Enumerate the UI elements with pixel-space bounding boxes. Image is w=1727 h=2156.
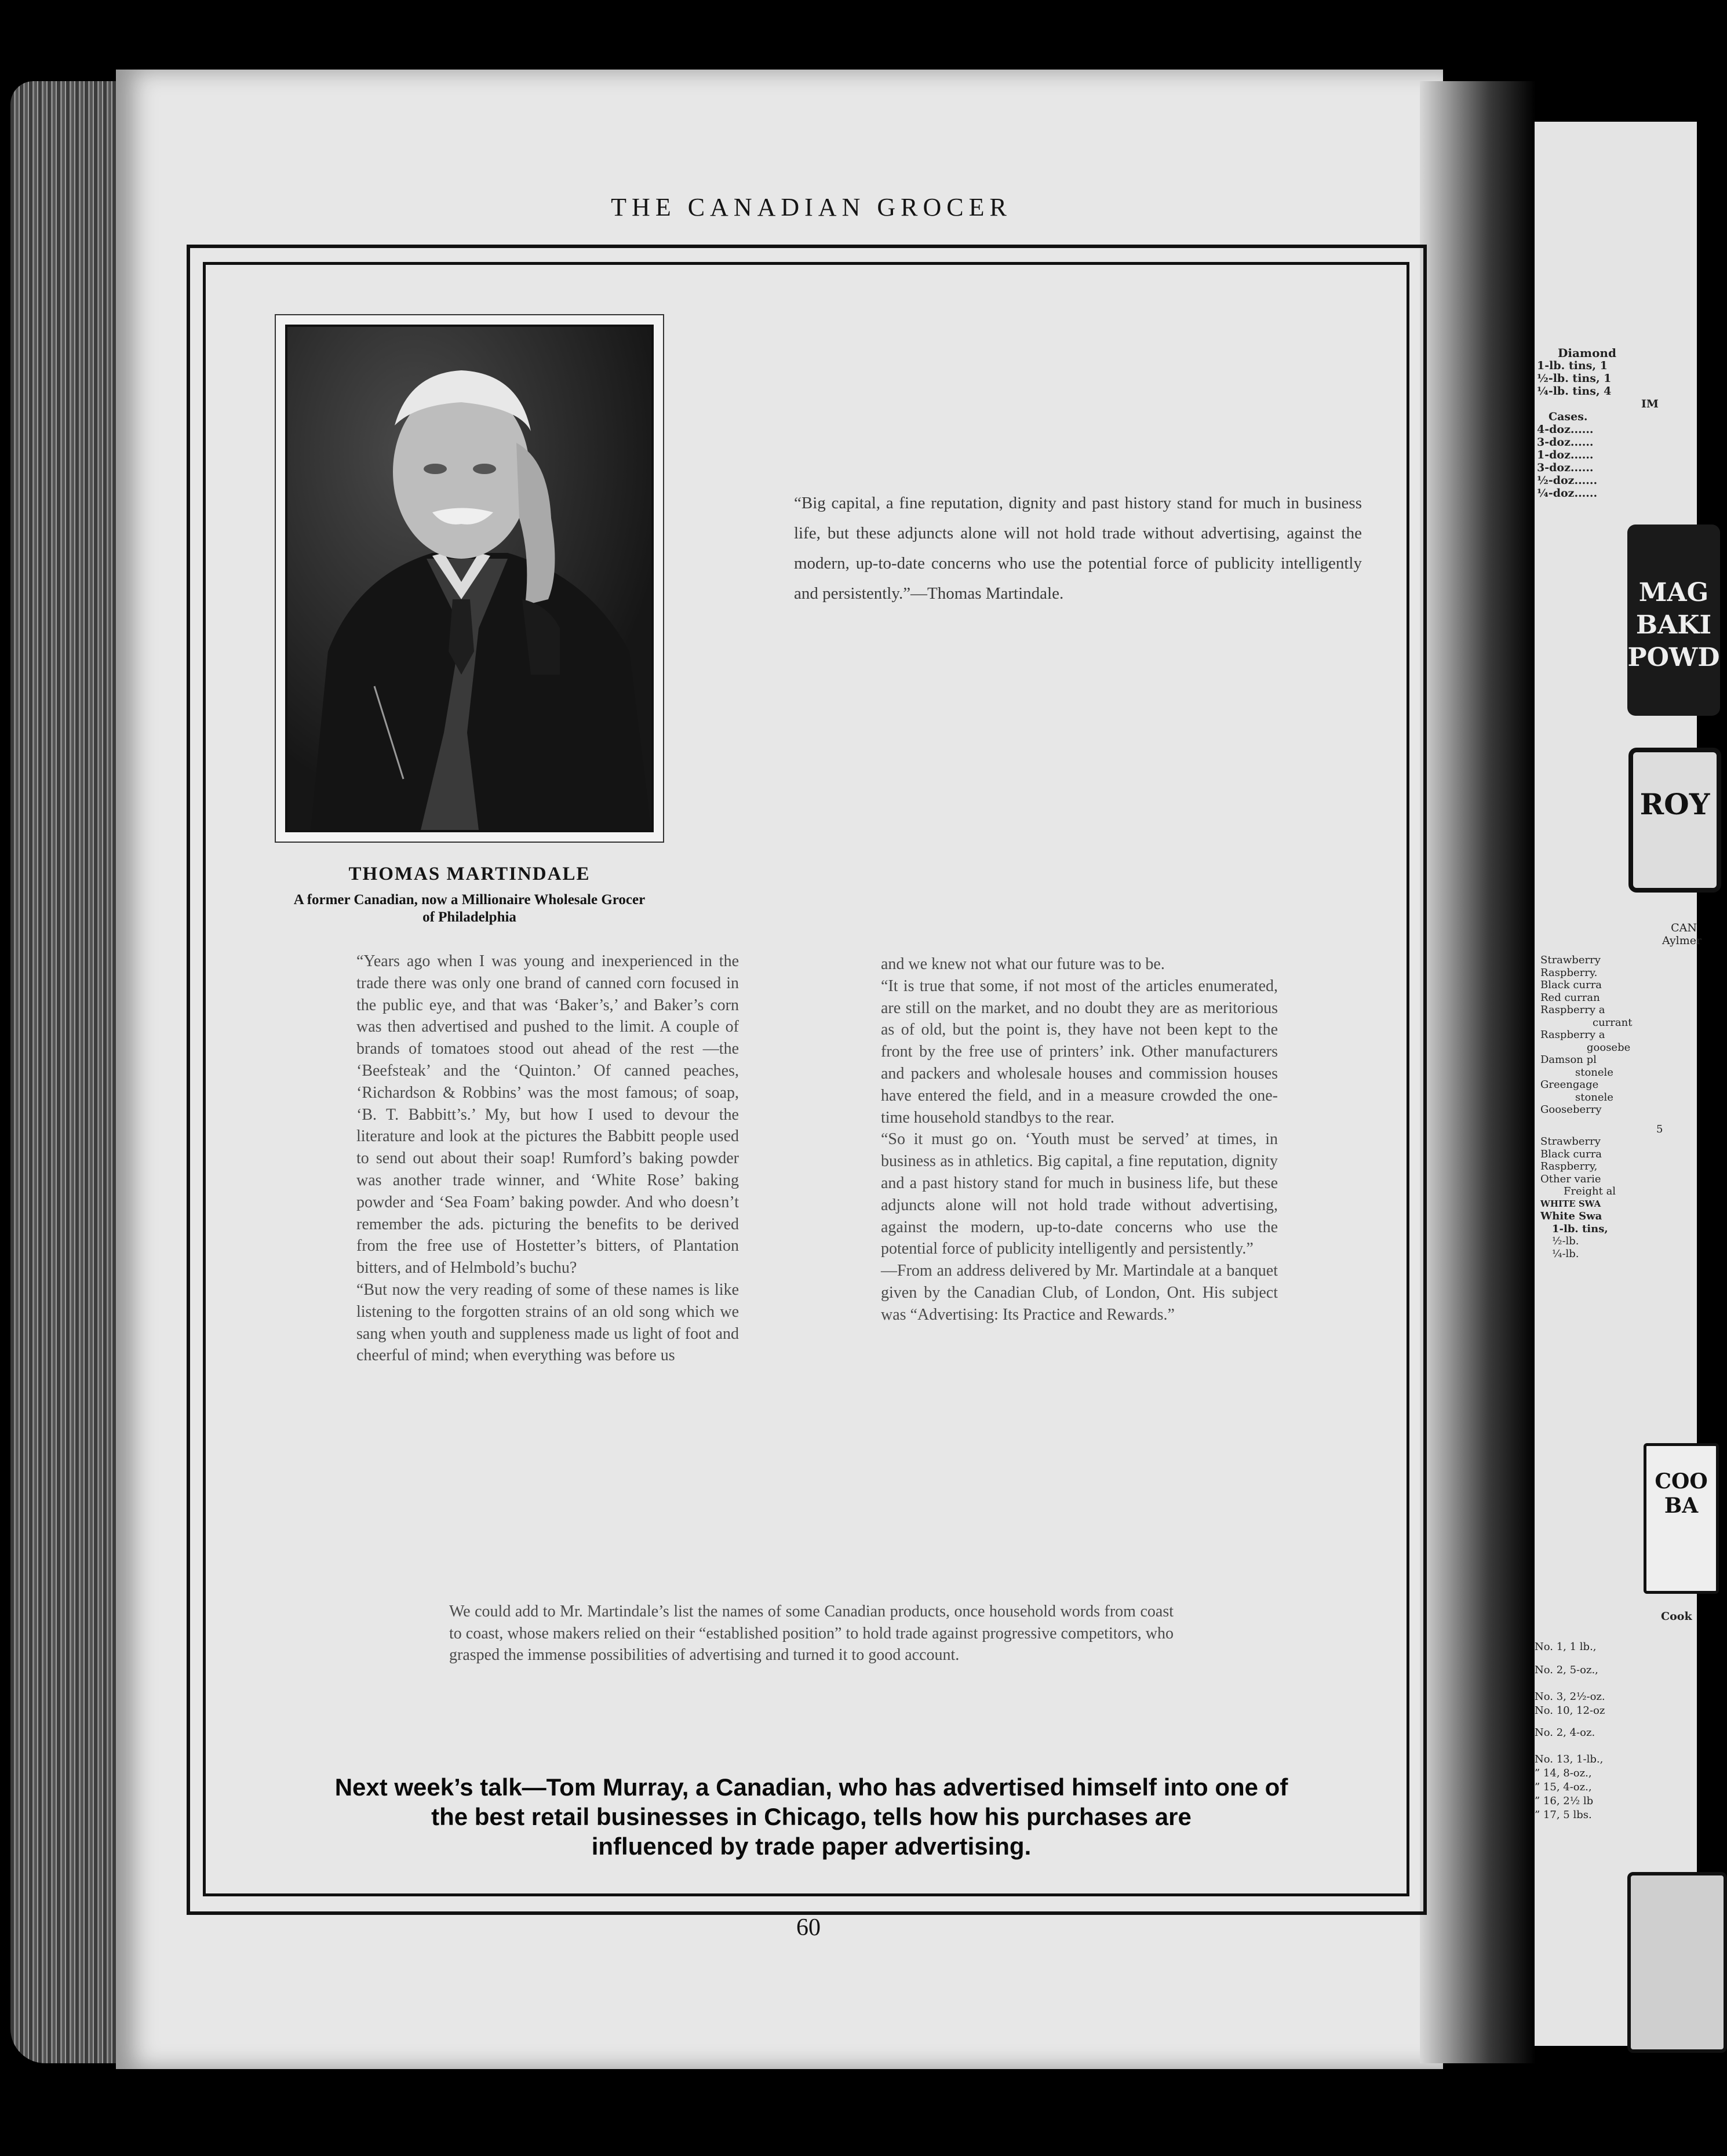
paragraph: “Years ago when I was young and inexperienced in the trade there was only one brand of canned corn focused in the public eye, and that was ‘Baker’s,’ and Baker’s corn was then advertised and pushed to the limit. A couple of brands of tomatoes stood out ahead of the rest —the ‘Beefsteak’ and the ‘Quinton.’ Of canned peaches, ‘Richardson & Robbins’ was the most famous; of soap, ‘B. T. Babbitt’s.’ My, but how I used to devour the literature and look at the pictures the Babbitt people used to send out about their soap! Rumford’s baking powder was another trade winner, and ‘White Rose’ baking powder and ‘Sea Foam’ baking powder. And who doesn’t remember the ads. picturing the benefits to be derived from the free use of Hostetter’s bitters, of Plantation bitters, and of Helmbold’s buchu? [356, 952, 739, 1277]
list-item: Raspberry. [1540, 966, 1598, 979]
list-item: 1-lb. tins, 1 [1537, 359, 1608, 372]
list-item: ½-lb. [1552, 1235, 1579, 1247]
can-label: COO BA [1655, 1469, 1708, 1518]
list-item: 4-doz...... [1537, 423, 1594, 436]
list-item: 3-doz...... [1537, 461, 1594, 474]
list-item: ¼-doz...... [1537, 487, 1598, 500]
list-item: Raspberry, [1540, 1160, 1598, 1172]
list-item: No. 13, 1-lb., [1535, 1753, 1604, 1765]
can-label: MAG BAKI POWD [1627, 578, 1720, 672]
list-item: Cases. [1549, 410, 1588, 423]
list-item: Strawberry [1540, 954, 1601, 966]
portrait-illustration [287, 327, 651, 830]
royal-can [1628, 748, 1721, 893]
list-item: Diamond [1558, 346, 1616, 360]
list-item: 5 [1656, 1123, 1663, 1135]
can-label: ROY [1639, 787, 1710, 821]
list-item: No. 2, 5-oz., [1535, 1664, 1598, 1676]
portrait-photo [285, 325, 654, 832]
list-item: WHITE SWA [1540, 1198, 1601, 1209]
product-tin-illustration [1627, 1872, 1727, 2053]
list-item: currant [1593, 1016, 1633, 1029]
list-item: ¼-lb. [1552, 1247, 1579, 1260]
notice-line: the best retail businesses in Chicago, tells how his purchases are [431, 1803, 1192, 1830]
caption-line: A former Canadian, now a Millionaire Wholesale Grocer [293, 892, 646, 908]
closing-paragraph: We could add to Mr. Martindale’s list the names of some Canadian products, once household words from coast to coast, whose makers relied on their “established position” to hold trade against progressive competitors, who grasped the immense possibilities of advertising and turned it to good account. [449, 1603, 1174, 1664]
list-item: ½-doz...... [1537, 474, 1598, 487]
article-column-left [356, 950, 739, 1367]
list-item: No. 10, 12-oz [1535, 1705, 1605, 1717]
notice-line: influenced by trade paper advertising. [591, 1833, 1032, 1860]
list-item: Red curran [1540, 991, 1600, 1004]
list-item: ” 17, 5 lbs. [1535, 1809, 1592, 1821]
cook-price-list [1535, 1640, 1605, 1822]
notice-line: Next week’s talk—Tom Murray, a Canadian, who has advertised himself into one of [334, 1773, 1288, 1801]
masthead: THE CANADIAN GROCER [611, 193, 1012, 221]
list-item: Raspberry a [1540, 1029, 1605, 1041]
list-item: Strawberry [1540, 1135, 1601, 1148]
list-item: ½-lb. tins, 1 [1537, 372, 1612, 385]
list-heading: Aylmer [1662, 934, 1702, 947]
list-item: Raspberry a [1540, 1004, 1605, 1016]
right-price-block [1537, 347, 1659, 500]
pull-quote: “Big capital, a fine reputation, dignity and past history stand for much in business life, but these adjuncts alone will not hold trade without advertising, against the modern, up-to-date concerns who use the potential force of publicity intelligently and persistently.”—Thomas Martindale. [794, 494, 1362, 603]
cook-brand-box [1644, 1443, 1719, 1594]
list-item: ” 14, 8-oz., [1535, 1767, 1592, 1779]
list-item: ¼-lb. tins, 4 [1537, 385, 1612, 398]
list-heading: CAN [1671, 922, 1697, 934]
list-item: Gooseberry [1540, 1104, 1602, 1116]
list-item: 3-doz...... [1537, 436, 1594, 449]
canned-fruit-list [1540, 954, 1663, 1260]
list-item: Black curra [1540, 1148, 1602, 1160]
list-item: Freight al [1564, 1185, 1616, 1197]
paragraph: “So it must go on. ‘Youth must be served’ at times, in business as in athletics. Big capital, a fine reputation, dignity and a past history stand for much in business life, but these adjuncts alone will not hold trade without advertising, against the modern, up-to-date concerns who use the potential force of publicity intelligently and persistently.” [881, 1130, 1278, 1258]
list-item: No. 1, 1 lb., [1535, 1641, 1597, 1653]
list-item: Other varie [1540, 1172, 1601, 1185]
list-item: ” 16, 2½ lb [1535, 1795, 1594, 1807]
list-item: 1-lb. tins, [1552, 1222, 1608, 1235]
list-item: Damson pl [1540, 1054, 1597, 1066]
list-item: stonele [1575, 1091, 1613, 1104]
magic-baking-powder-can [1627, 525, 1720, 716]
list-item: Greengage [1540, 1079, 1599, 1091]
book-spine-edge [10, 81, 121, 2063]
list-item: No. 3, 2½-oz. [1535, 1691, 1605, 1703]
list-item: ” 15, 4-oz., [1535, 1781, 1592, 1793]
paragraph: and we knew not what our future was to be. [881, 955, 1165, 973]
caption-line: of Philadelphia [422, 909, 516, 925]
book-gutter [1420, 81, 1536, 2063]
right-page [1535, 122, 1720, 2046]
paragraph: —From an address delivered by Mr. Martindale at a banquet given by the Canadian Club, of London, Ont. His subject was “Advertising: Its Practice and Rewards.” [881, 1262, 1278, 1324]
list-item: Black curra [1540, 979, 1602, 991]
page-number: 60 [796, 1914, 821, 1941]
caption-name: THOMAS MARTINDALE [348, 864, 591, 884]
paragraph: “But now the very reading of some of these names is like listening to the forgotten strains of an old song which we sang when youth and suppleness made us light of foot and cheerful of mind; when everything was before us [356, 1280, 739, 1365]
cook-heading: Cook [1661, 1610, 1692, 1623]
list-item: goosebe [1587, 1041, 1631, 1054]
caption-description [220, 891, 719, 926]
list-item: 1-doz...... [1537, 449, 1594, 461]
list-item: No. 2, 4-oz. [1535, 1727, 1595, 1739]
canned-fruit-heading [1662, 922, 1702, 947]
list-item: stonele [1575, 1066, 1613, 1079]
list-item: White Swa [1540, 1210, 1602, 1222]
paragraph: “It is true that some, if not most of the articles enumerated, are still on the market, and no doubt they are as meritorious as of old, but the point is, they have not been kept to the front by the free use of printers’ ink. Other manufacturers and packers and wholesale houses and commission houses have entered the field, and in a measure crowded the one-time household standbys to the rear. [881, 977, 1278, 1127]
next-week-notice [243, 1772, 1379, 1861]
list-item: IM [1641, 398, 1659, 410]
article-column-right [881, 953, 1278, 1326]
